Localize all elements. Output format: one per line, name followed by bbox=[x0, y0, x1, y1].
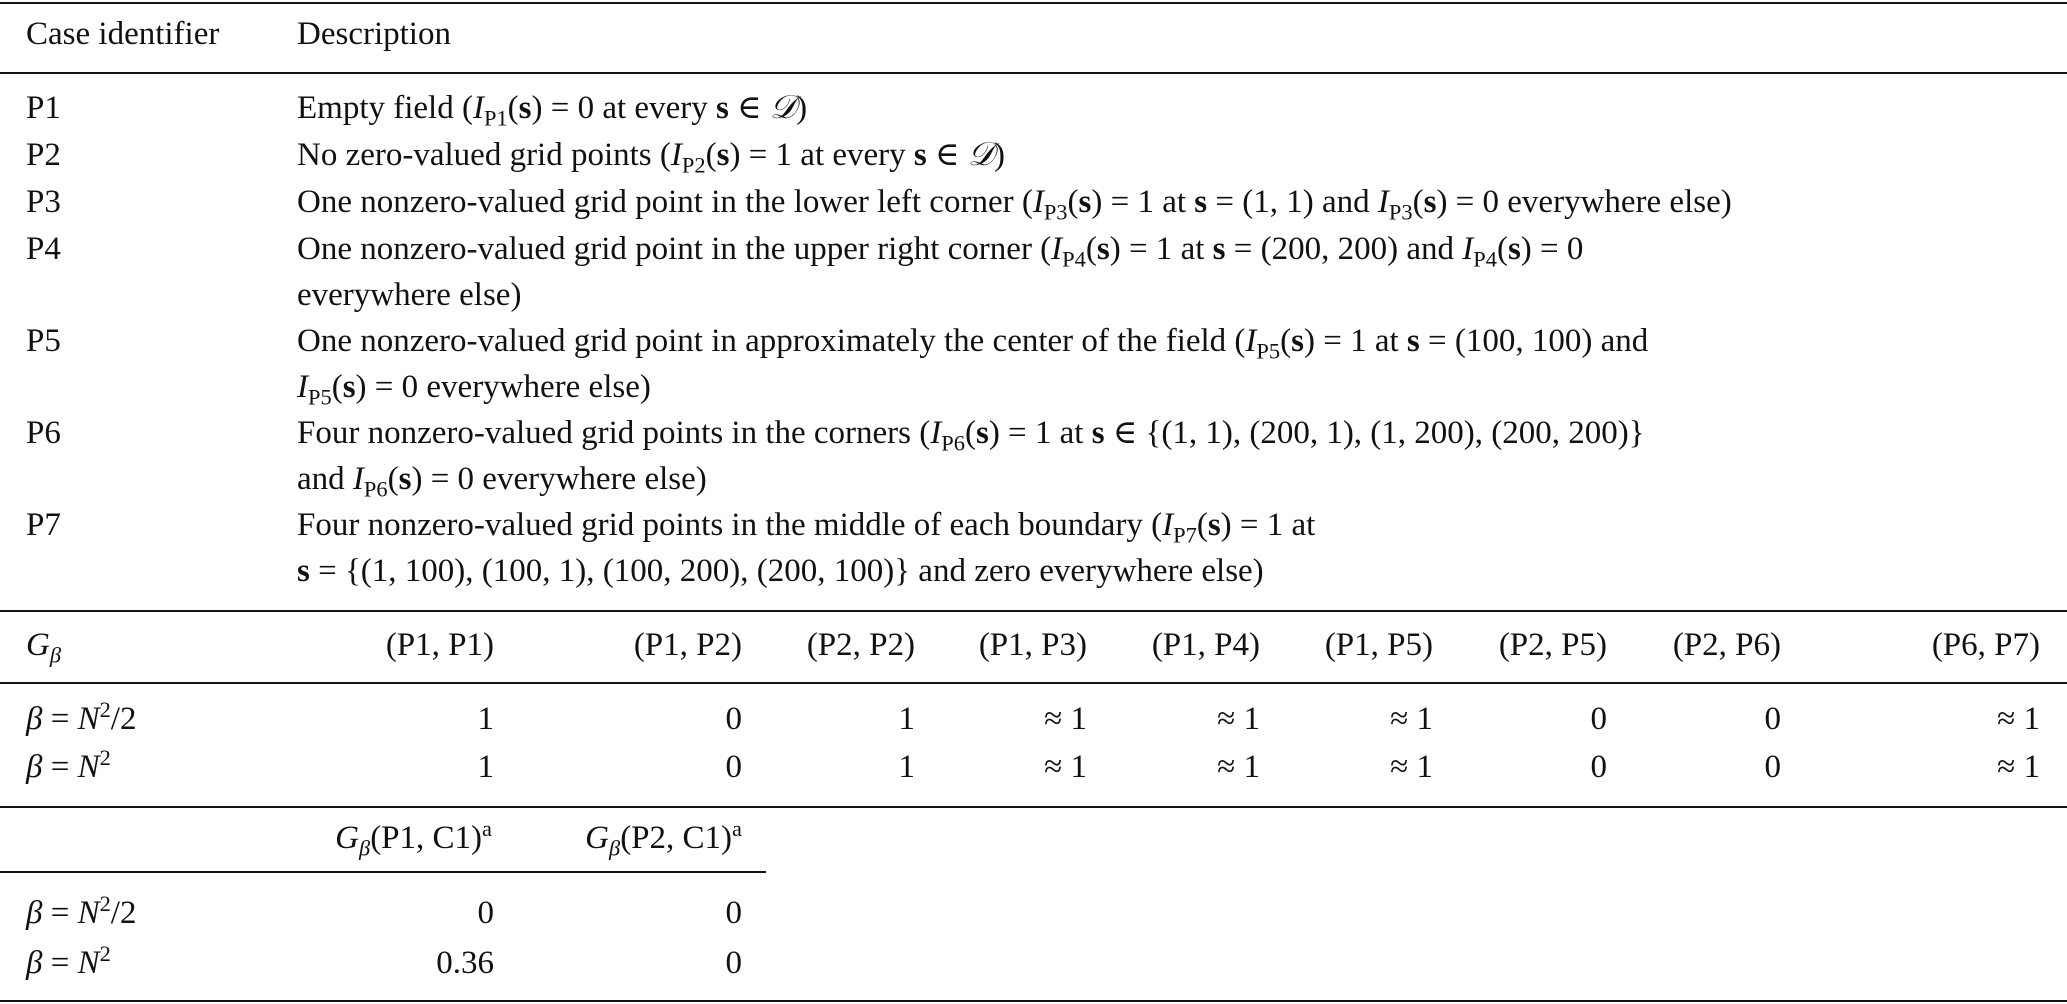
g-table-cell: 1 bbox=[898, 701, 915, 737]
g-table-cell: 0 bbox=[1764, 749, 1781, 785]
g-table-col-header: (P1, P2) bbox=[633, 627, 742, 663]
g-table-cell: ≈ 1 bbox=[1044, 701, 1087, 737]
g-table-col-header: (P1, P5) bbox=[1324, 627, 1433, 663]
g-table-cell: 0 bbox=[725, 701, 742, 737]
g-table-cell: 0 bbox=[1764, 701, 1781, 737]
c-header-rule bbox=[0, 871, 766, 873]
g-table-col-header: (P6, P7) bbox=[1931, 627, 2040, 663]
case-id: P1 bbox=[26, 90, 61, 126]
section-rule-2 bbox=[0, 806, 2067, 808]
case-description-continued: and $I_{P6}(s) = 0$ everywhere else) bbox=[297, 461, 707, 502]
g-table-cell: 1 bbox=[477, 701, 494, 737]
case-description: One nonzero-valued grid point in the upper right corner ($I_{P4}(s) = 1$ at s = (200, 200) and $I_{P4}(s) = 0$ bbox=[297, 231, 1584, 272]
c-table-cell: 0 bbox=[477, 895, 494, 931]
case-id: P3 bbox=[26, 184, 61, 220]
g-table-cell: ≈ 1 bbox=[1217, 749, 1260, 785]
case-description: Empty field ($I_{P1}(s) = 0$ at every s ∈ 𝒟) bbox=[297, 90, 808, 131]
g-table-col-header: (P1, P1) bbox=[385, 627, 494, 663]
g-table-cell: ≈ 1 bbox=[1044, 749, 1087, 785]
bottom-rule bbox=[0, 1000, 2067, 1002]
case-description: Four nonzero-valued grid points in the corners ($I_{P6}(s) = 1$ at s ∈ {(1, 1), (200, 1), (1, 200), (200, 200)} bbox=[297, 415, 1645, 456]
g-table-corner-label: $G_\beta$ bbox=[26, 627, 62, 668]
g-table-col-header: (P2, P2) bbox=[806, 627, 915, 663]
header-rule bbox=[0, 72, 2067, 74]
case-id: P2 bbox=[26, 137, 61, 173]
section-rule-1 bbox=[0, 610, 2067, 612]
case-description: One nonzero-valued grid point in the lower left corner ($I_{P3}(s) = 1$ at s = (1, 1) and $I_{P3}(s) = 0$ everywhere else) bbox=[297, 184, 1732, 225]
g-table-cell: ≈ 1 bbox=[1997, 701, 2040, 737]
g-table-col-header: (P1, P4) bbox=[1151, 627, 1260, 663]
case-id: P6 bbox=[26, 415, 61, 451]
g-table-col-header: (P2, P6) bbox=[1672, 627, 1781, 663]
c-table-cell: 0 bbox=[725, 945, 742, 981]
c-table-row-label: $\beta = N^2/2$ bbox=[26, 891, 137, 931]
case-id: P7 bbox=[26, 507, 61, 543]
g-table-cell: ≈ 1 bbox=[1390, 749, 1433, 785]
case-id: P5 bbox=[26, 323, 61, 359]
c-table-cell: 0 bbox=[725, 895, 742, 931]
g-table-row-label: $\beta = N^2/2$ bbox=[26, 697, 137, 737]
header-description: Description bbox=[297, 16, 451, 52]
case-description-continued: s = {(1, 100), (100, 1), (100, 200), (200, 100)} and zero everywhere else) bbox=[297, 553, 1264, 589]
g-table-cell: ≈ 1 bbox=[1217, 701, 1260, 737]
c-table-cell: 0.36 bbox=[436, 945, 494, 981]
g-table-col-header: (P2, P5) bbox=[1498, 627, 1607, 663]
case-id: P4 bbox=[26, 231, 61, 267]
g-table-cell: 1 bbox=[477, 749, 494, 785]
case-description: No zero-valued grid points ($I_{P2}(s) = 1$ at every s ∈ 𝒟) bbox=[297, 137, 1006, 178]
g-header-rule bbox=[0, 682, 2067, 684]
c-table-col-header: $G_\beta(P2$, C1)$^a$ bbox=[585, 816, 742, 861]
top-rule bbox=[0, 2, 2067, 4]
g-table-cell: 0 bbox=[1590, 749, 1607, 785]
g-table-col-header: (P1, P3) bbox=[978, 627, 1087, 663]
g-table-cell: ≈ 1 bbox=[1997, 749, 2040, 785]
case-description: Four nonzero-valued grid points in the middle of each boundary ($I_{P7}(s) = 1$ at bbox=[297, 507, 1316, 548]
g-table-cell: 0 bbox=[1590, 701, 1607, 737]
g-table-row-label: $\beta = N^2$ bbox=[26, 745, 111, 785]
case-description-continued: everywhere else) bbox=[297, 277, 522, 313]
c-table-col-header: $G_\beta(P1$, C1)$^a$ bbox=[335, 816, 492, 861]
case-description-continued: $I_{P5}(s) = 0$ everywhere else) bbox=[297, 369, 651, 410]
header-case-identifier: Case identifier bbox=[26, 16, 220, 52]
g-table-cell: ≈ 1 bbox=[1390, 701, 1433, 737]
g-table-cell: 0 bbox=[725, 749, 742, 785]
case-description: One nonzero-valued grid point in approximately the center of the field ($I_{P5}(s) = 1$ at s = (100, 100) and bbox=[297, 323, 1649, 364]
g-table-cell: 1 bbox=[898, 749, 915, 785]
c-table-row-label: $\beta = N^2$ bbox=[26, 941, 111, 981]
